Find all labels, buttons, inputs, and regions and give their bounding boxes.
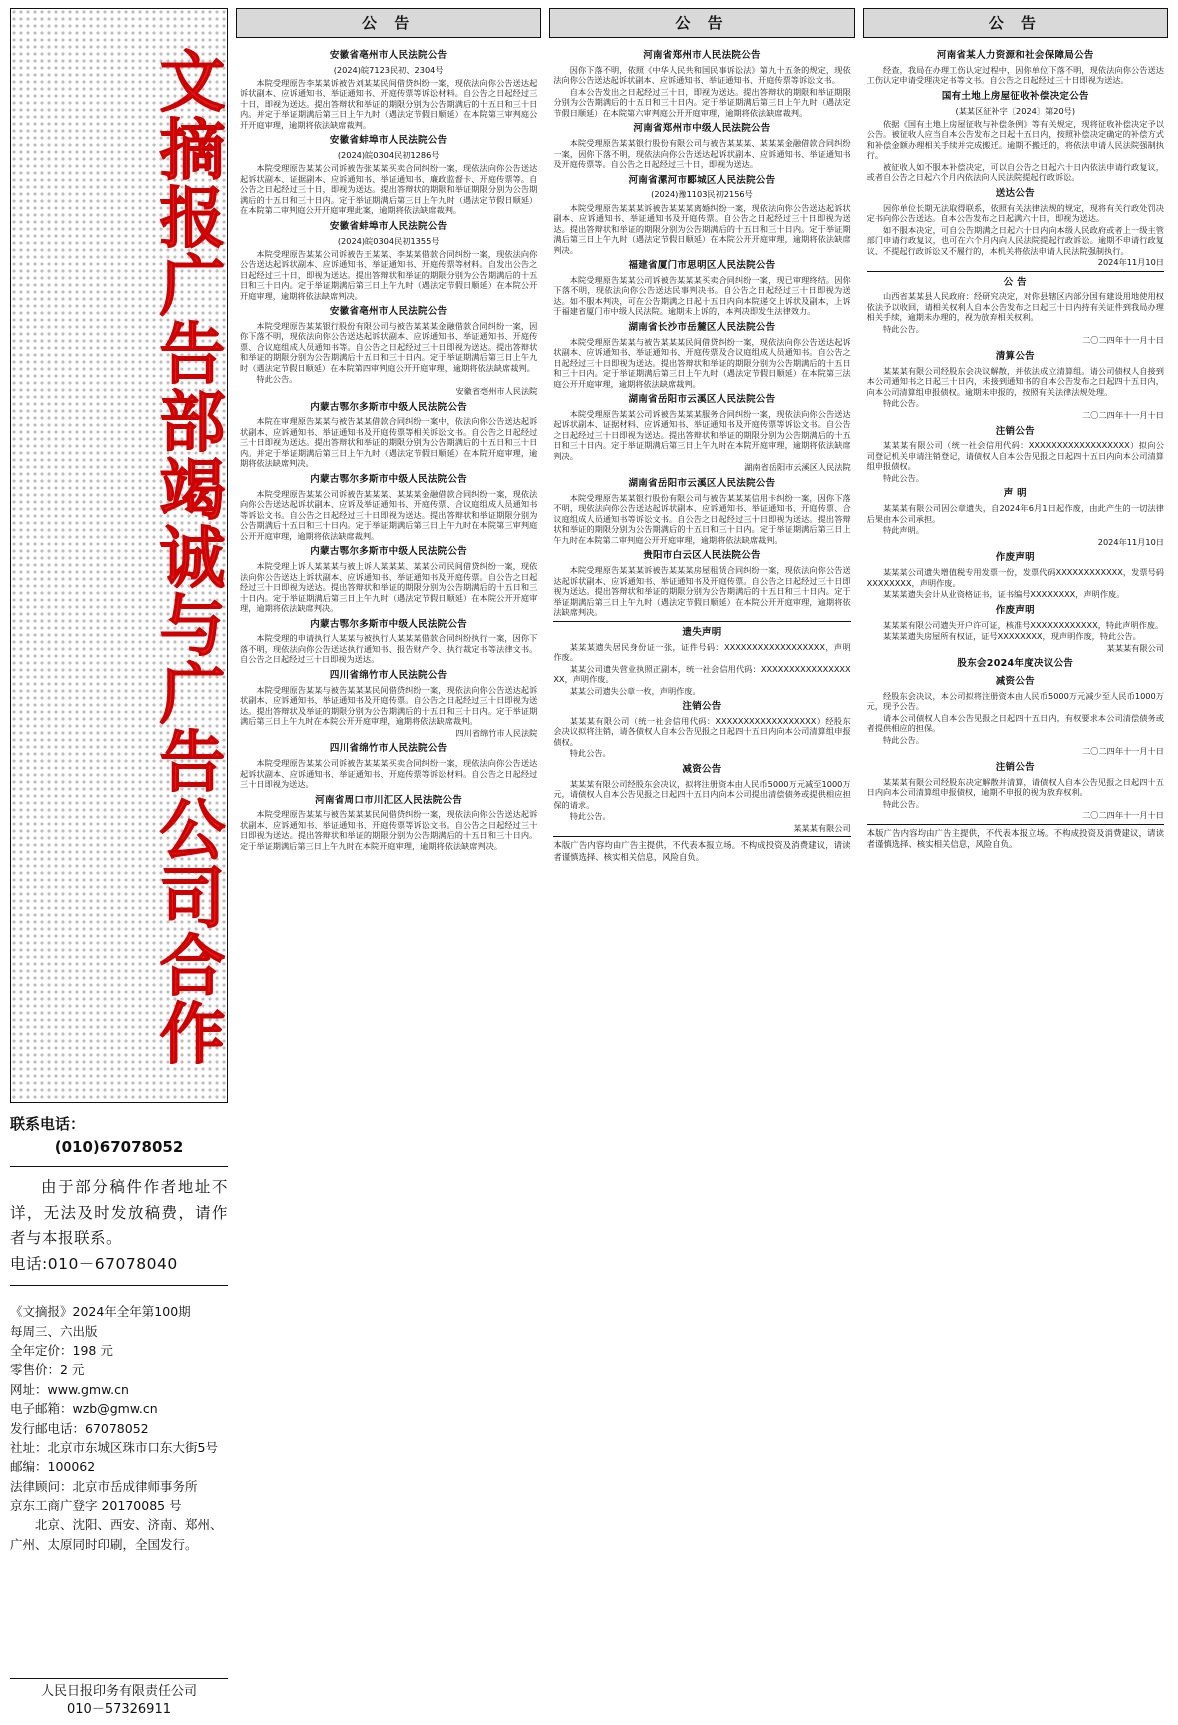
announcement-title: 内蒙古鄂尔多斯市中级人民法院公告 xyxy=(310,618,468,630)
announcement-paragraph: 本院受理原告某某某诉被告某某某离婚纠纷一案，现依法向你公告送达起诉状副本、应诉通知书、举证通知书及开庭传票。自公告之日起经过三十日即视为送达。提出答辩状和举证的期限分别为公告期满后的十五日和三十日内。定于举证期满后第三日上午九时（遇法定节假日顺延）在本院公开开庭审理，逾期将依法缺席判决。 xyxy=(553,202,851,255)
case-number: (2024)皖0304民初1286号 xyxy=(337,150,440,161)
announcement-paragraph: 本院受理原告某某公司诉被告某某某、某某某金融借款合同纠纷一案，现依法向你公告送达起诉状副本、应诉及举证通知书、开庭传票、合议庭组成人员通知书等诉讼文书。自公告之日起经过三十日即视为送达。提出答辩状和举证期限分别为公告期满后十五日和三十日内。定于举证期满后第三日上午九时在本院第三审判庭公开开庭审理，逾期将依法缺席裁判。 xyxy=(240,488,538,541)
announcement-item xyxy=(867,50,1164,86)
announcement-paragraph: 某某某遗失居民身份证一张，证件号码：XXXXXXXXXXXXXXXXXX，声明作废。 xyxy=(553,641,851,663)
announcement-title: 湖南省岳阳市云溪区人民法院公告 xyxy=(628,394,776,406)
announcement-paragraph: 依据《国有土地上房屋征收与补偿条例》等有关规定，现将征收补偿决定予以公告。被征收人应当自本公告发布之日起十五日内，按照补偿决定确定的补偿方式和补偿金额办理相关手续并完成搬迁。逾期不搬迁的，将依法申请人民法院强制执行。 xyxy=(866,118,1164,161)
announcement-signature: 某某某有限公司 xyxy=(793,822,851,833)
announcement-paragraph: 某某某有限公司（统一社会信用代码：XXXXXXXXXXXXXXXXXX）经股东会决议拟将注销，请各债权人自本公告见报之日起四十五日内向本公司清算组申报债权。 xyxy=(553,715,851,747)
announcement-item xyxy=(867,426,1164,484)
announcement-item xyxy=(867,605,1164,653)
announcement-title: 安徽省蚌埠市人民法院公告 xyxy=(329,220,448,232)
announcement-title: 送达公告 xyxy=(995,187,1035,199)
announcement-item xyxy=(240,795,537,852)
announcement-column-1 xyxy=(236,8,541,1719)
announcement-item xyxy=(867,658,1164,757)
contact-phone: (010)67078052 xyxy=(54,1137,184,1156)
case-number: (2024)豫1103民初2156号 xyxy=(651,189,753,200)
announcement-signature: 2024年11月10日 xyxy=(1097,257,1164,267)
case-number: (2024)皖0304民初1355号 xyxy=(337,235,440,246)
announcement-paragraph: 特此公告。 xyxy=(256,374,298,385)
announcement-paragraph: 本院受理原告某某与被告某某某民间借贷纠纷一案，现依法向你公告送达起诉状副本、应诉通知书、举证通知书、开庭传票等诉讼文书。自公告之日起经过三十日即视为送达。提出答辩状和举证的期限分别为公告期满后的十五日和三十日内。定于举证期满后第三日上午九时在本院开庭审理，逾期将依法缺席判决。 xyxy=(240,809,538,851)
announcement-paragraph: 某某某遗失会计从业资格证书，证书编号XXXXXXXX，声明作废。 xyxy=(883,589,1125,600)
author-notice-text: 由于部分稿件作者地址不详，无法及时发放稿费，请作者与本报联系。 xyxy=(10,1178,228,1248)
announcement-item xyxy=(240,221,537,301)
announcement-item xyxy=(867,351,1164,420)
announcement-paragraph: 某某公司遗失营业执照正副本，统一社会信用代码：XXXXXXXXXXXXXXXXXX，声明作废。 xyxy=(553,663,851,685)
announcement-item xyxy=(553,50,850,118)
announcement-paragraph: 某某某有限公司遗失开户许可证，核准号XXXXXXXXXXXX，特此声明作废。 xyxy=(883,619,1164,630)
announcement-title: 安徽省亳州市人民法院公告 xyxy=(329,306,448,318)
promo-column xyxy=(10,8,228,1719)
announcement-item xyxy=(240,50,537,130)
announcement-item xyxy=(553,550,850,617)
imprint-line: 法律顾问：北京市岳成律师事务所 xyxy=(10,1478,198,1494)
announcement-paragraph: 某某公司遗失公章一枚，声明作废。 xyxy=(569,685,701,696)
announcement-body xyxy=(236,42,541,1719)
announcement-paragraph: 本院受理原告某某公司诉被告某某某买卖合同纠纷一案，现依法向你公告送达起诉状副本、应诉通知书、举证通知书、开庭传票等诉讼材料。自公告之日起经过三十日即视为送达。 xyxy=(240,758,538,790)
announcement-item xyxy=(553,764,850,833)
imprint-block xyxy=(10,1302,228,1554)
announcement-paragraph: 被征收人如不服本补偿决定，可以自公告之日起六十日内依法申请行政复议，或者自公告之日起六个月内依法向人民法院提起行政诉讼。 xyxy=(866,161,1164,183)
announcement-signature: 2024年11月10日 xyxy=(1097,536,1164,547)
announcement-item xyxy=(867,188,1164,268)
divider xyxy=(10,1166,228,1167)
column-disclaimer: 本版广告内容均由广告主提供，不代表本报立场。不构成投资及消费建议，请读者谨慎选择、核实相关信息，风险自负。 xyxy=(867,824,1164,851)
announcement-title: 河南省漯河市郾城区人民法院公告 xyxy=(628,174,776,186)
announcement-header: 公 告 xyxy=(549,8,854,38)
announcement-paragraph: 某某某有限公司经股东决定解散并清算，请债权人自本公告见报之日起四十五日内向本公司清算组申报债权，逾期不申报的视为放弃权利。 xyxy=(866,776,1164,798)
announcement-paragraph: 某某某遗失房屋所有权证，证号XXXXXXXX，现声明作废，特此公告。 xyxy=(883,631,1141,641)
announcement-paragraph: 本院受理原告某某公司诉被告某某某买卖合同纠纷一案，现已审理终结。因你下落不明，现依法向你公告送达民事判决书。自公告之日起经过三十日即视为送达。如不服本判决，可在公告期满之日起十五日内向本院递交上诉状及副本，上诉于福建省厦门市中级人民法院。逾期未上诉的，本判决即发生法律效力。 xyxy=(553,274,851,317)
announcement-paragraph: 特此声明。 xyxy=(883,525,924,536)
announcement-header: 公 告 xyxy=(236,8,541,38)
announcement-item xyxy=(240,670,537,738)
announcement-item xyxy=(240,306,537,396)
contact-block xyxy=(10,1113,228,1158)
announcement-paragraph: 特此公告。 xyxy=(883,798,924,809)
announcement-column-2 xyxy=(549,8,854,1719)
announcement-signature: 二〇二四年十一月十日 xyxy=(1082,810,1164,821)
announcement-paragraph: 经股东会决议，本公司拟将注册资本由人民币5000万元减少至人民币1000万元，现予公告。 xyxy=(866,690,1164,712)
announcement-title: 内蒙古鄂尔多斯市中级人民法院公告 xyxy=(310,401,468,413)
announcement-title: 内蒙古鄂尔多斯市中级人民法院公告 xyxy=(310,473,468,485)
imprint-line: 北京、沈阳、西安、济南、郑州、广州、太原同时印刷，全国发行。 xyxy=(10,1517,223,1552)
announcement-item xyxy=(867,552,1164,599)
announcement-paragraph: 特此公告。 xyxy=(883,472,924,483)
imprint-line: 发行邮电话：67078052 xyxy=(10,1420,149,1436)
announcement-item xyxy=(553,701,850,759)
imprint-line: 京东工商广登字 20170085 号 xyxy=(10,1498,182,1513)
announcement-subtitle: 减资公告 xyxy=(995,675,1035,687)
announcement-title: 国有土地上房屋征收补偿决定公告 xyxy=(941,90,1089,102)
announcement-title: 四川省绵竹市人民法院公告 xyxy=(329,743,448,755)
announcement-title: 内蒙古鄂尔多斯市中级人民法院公告 xyxy=(310,546,468,558)
announcement-title: 河南省郑州市人民法院公告 xyxy=(643,50,761,61)
announcement-signature: 湖南省岳阳市云溪区人民法院 xyxy=(744,462,851,473)
case-number: (某某区征补字〔2024〕第20号) xyxy=(955,105,1076,116)
divider-2 xyxy=(10,1285,228,1286)
announcement-paragraph: 本院受理原告某某公司诉被告张某某买卖合同纠纷一案，现依法向你公告送达起诉状副本、证据副本、应诉通知书、举证通知书、廉政监督卡、开庭传票等。自公告之日起经过三十日，即视为送达。提出答辩状的期限和举证期限分别为公告期满后的十五日和三十日内。定于举证期满后第三日上午九时（遇法定节假日顺延）在本院第二审判庭公开开庭审理此案，逾期将依法缺席裁判。 xyxy=(240,163,538,216)
announcement-item xyxy=(553,175,850,255)
divider xyxy=(553,621,850,622)
announcement-title: 清算公告 xyxy=(995,351,1035,363)
announcement-signature: 四川省绵竹市人民法院 xyxy=(455,727,538,738)
announcement-title: 安徽省亳州市人民法院公告 xyxy=(329,50,448,61)
announcement-paragraph: 因你下落不明，依照《中华人民共和国民事诉讼法》第九十五条的规定，现依法向你公告送达起诉状副本、应诉通知书、举证通知书、开庭传票等诉讼文书。 xyxy=(553,64,851,86)
announcement-paragraph: 本院受理原告李某某诉被告刘某某民间借贷纠纷一案，现依法向你公告送达起诉状副本、应诉通知书、举证通知书、开庭传票等诉讼材料。自公告之日起经过三十日，即视为送达。提出答辩状和举证的期限分别为公告期满后的十五日和三十日内。并定于举证期满后第三日上午九时（遇法定节假日顺延）在本院第三审判庭公开开庭审理，逾期将依法缺席裁判。 xyxy=(240,77,538,130)
promo-headline: 文摘报广告部竭诚与广告公司合作 xyxy=(148,46,226,1067)
imprint-line: 邮编：100062 xyxy=(10,1459,96,1475)
promo-banner xyxy=(10,8,228,1103)
announcement-paragraph: 特此公告。 xyxy=(883,734,924,745)
announcement-title: 注销公告 xyxy=(682,701,722,713)
announcement-title: 股东会2024年度决议公告 xyxy=(957,658,1074,670)
announcement-header: 公 告 xyxy=(863,8,1168,38)
announcement-paragraph: 如不服本决定，可自公告期满之日起六十日内向本级人民政府或者上一级主管部门申请行政复议，也可在六个月内向人民法院提起行政诉讼。逾期不申请行政复议、不提起行政诉讼又不履行的，本机关将依法申请人民法院强制执行。 xyxy=(866,224,1164,256)
announcement-item xyxy=(867,762,1164,821)
announcement-item xyxy=(553,627,850,696)
announcement-title: 河南省周口市川汇区人民法院公告 xyxy=(315,794,463,806)
announcement-item xyxy=(240,474,537,541)
announcement-paragraph: 某某某有限公司经股东会决议解散，并依法成立清算组。请公司债权人自接到本公司通知书之日起三十日内，未接到通知书的自本公告发布之日起四十五日内，向本公司清算组申报债权。逾期未申报的，按照有关法律法规处理。 xyxy=(866,365,1164,397)
announcement-title: 注销公告 xyxy=(995,425,1035,437)
contact-label: 联系电话： xyxy=(10,1115,86,1133)
announcement-item xyxy=(553,260,850,317)
announcement-item xyxy=(240,743,537,789)
printer-footer xyxy=(10,1678,228,1719)
announcement-title: 注销公告 xyxy=(995,761,1035,773)
announcement-item xyxy=(553,478,850,545)
imprint-line: 零售价：2 元 xyxy=(10,1362,85,1378)
imprint-line: 全年定价：198 元 xyxy=(10,1343,113,1358)
announcement-title: 减资公告 xyxy=(682,763,722,775)
announcement-body xyxy=(549,42,854,1719)
announcement-paragraph: 某某某有限公司因公章遗失，自2024年6月1日起作废，由此产生的一切法律后果由本公司承担。 xyxy=(866,503,1164,524)
author-notice xyxy=(10,1175,228,1277)
announcement-paragraph: 本院受理原告某某银行股份有限公司与被告某某某、某某某金融借款合同纠纷一案，因你下落不明，现依法向你公告送达起诉状副本、应诉通知书、举证通知书及开庭传票等。自公告之日起经过三十日，即视为送达。 xyxy=(553,138,851,170)
announcement-paragraph: 自本公告发出之日起经过三十日，即视为送达。提出答辩状的期限和举证期限分别为公告期满后的十五日和三十日内。定于举证期满后第三日上午九时（遇法定节假日顺延）在本院第六审判庭公开开庭审理，逾期将依法缺席裁判。 xyxy=(553,86,851,118)
announcement-title: 作废声明 xyxy=(995,604,1035,616)
announcement-paragraph: 请本公司债权人自本公告见报之日起四十五日内，有权要求本公司清偿债务或者提供相应的担保。 xyxy=(866,712,1164,734)
announcement-title: 遗失声明 xyxy=(682,626,722,638)
announcement-paragraph: 本院受理原告某某与被告某某某民间借贷纠纷一案，现依法向你公告送达起诉状副本、应诉通知书、举证通知书及开庭传票。自公告之日起经过三十日即视为送达。提出答辩状及举证的期限分别为公告期满后的十五日和三十日内。定于举证期满后第三日上午九时在本院公开开庭审理，逾期将依法缺席裁判。 xyxy=(240,684,538,727)
announcement-title: 河南省某人力资源和社会保障局公告 xyxy=(936,50,1094,61)
announcement-paragraph: 特此公告。 xyxy=(569,748,611,759)
author-notice-phone: 电话:010－67078040 xyxy=(10,1254,178,1273)
announcement-item xyxy=(240,619,537,665)
announcement-title: 声 明 xyxy=(1003,488,1027,500)
announcement-title: 安徽省蚌埠市人民法院公告 xyxy=(329,135,448,147)
announcement-item xyxy=(867,488,1164,547)
announcement-title: 公 告 xyxy=(1003,276,1027,288)
announcement-signature: 二〇二四年十一月十日 xyxy=(1082,409,1164,420)
announcement-title: 湖南省长沙市岳麓区人民法院公告 xyxy=(628,321,776,333)
printer-name: 人民日报印务有限责任公司 xyxy=(40,1683,197,1699)
printer-phone: 010－57326911 xyxy=(67,1701,171,1717)
announcement-paragraph: 本院受理原告某某公司诉被告王某某、李某某借款合同纠纷一案，现依法向你公告送达起诉状副本、应诉通知书、举证通知书、开庭传票等材料。自发出公告之日起经过三十日，即视为送达。提出答辩状和举证的期限分别为公告期满后的十五日和三十日内。定于举证期满后第三日上午九时（遇法定节假日顺延）在本院公开开庭审理，逾期将依法缺席判决。 xyxy=(240,248,538,301)
announcement-paragraph: 本院受理原告某某银行股份有限公司与被告某某某信用卡纠纷一案，因你下落不明，现依法向你公告送达起诉状副本、应诉通知书、举证通知书、开庭传票、合议庭组成人员通知书等诉讼文书。自公告之日起经过三十日即视为送达。提出答辩状和举证的期限分别为公告期满后的十五日和三十日内。定于举证期满后第三日上午九时在本院第二审判庭公开开庭审理，逾期将依法缺席裁判。 xyxy=(553,492,851,545)
announcement-paragraph: 本院受理原告某某公司诉被告某某某服务合同纠纷一案，现依法向你公告送达起诉状副本、证据材料、应诉通知书、举证通知书及开庭传票等诉讼文书。自公告之日起经过三十日即视为送达。提出答辩状和举证的期限分别为公告期满后的十五日和三十日内。定于举证期满后第三日上午九时在本院开庭审理，逾期将依法缺席判决。 xyxy=(553,408,851,461)
announcement-paragraph: 本院在审理原告某某与被告某某借款合同纠纷一案中，依法向你公告送达起诉状副本、应诉通知书、举证通知书及开庭传票等相关诉讼文书。自公告之日起经过三十日即视为送达。提出答辩状和举证的期限分别为公告期满后的十五日和三十日内。并定于举证期满后第三日上午九时（遇法定节假日顺延）在本院开庭审理，逾期将依法缺席判决。 xyxy=(240,416,538,469)
announcement-title: 贵阳市白云区人民法院公告 xyxy=(643,550,761,562)
announcement-signature: 二〇二四年十一月十日 xyxy=(1082,746,1164,757)
announcement-paragraph: 山西省某某县人民政府：经研究决定，对你县辖区内部分国有建设用地使用权依法予以收回，请相关权利人自本公告发布之日起三十日内持有关证件到我局办理相关手续，逾期未办理的，视为放弃相关权利。 xyxy=(866,291,1164,323)
announcement-item xyxy=(240,135,537,215)
imprint-line: 电子邮箱：wzb@gmw.cn xyxy=(10,1401,158,1417)
announcement-paragraph: 经查，我局在办理工伤认定过程中，因你单位下落不明，现依法向你公告送达工伤认定申请受理决定书等文书。自公告之日起经过三十日即视为送达。 xyxy=(866,64,1164,86)
announcement-paragraph: 特此公告。 xyxy=(883,323,924,334)
announcement-paragraph: 本院受理原告某某某诉被告某某某房屋租赁合同纠纷一案，现依法向你公告送达起诉状副本、应诉通知书、举证通知书及开庭传票。自公告之日起经过三十日即视为送达。提出答辩状和举证的期限分别为公告期满后的十五日和三十日内。定于举证期满后第三日上午九时（遇法定节假日顺延）在本院公开开庭审理，逾期将依法缺席判决。 xyxy=(553,565,851,618)
announcement-title: 湖南省岳阳市云溪区人民法院公告 xyxy=(628,478,776,490)
announcement-title: 河南省郑州市中级人民法院公告 xyxy=(633,123,771,135)
announcement-item xyxy=(553,394,850,473)
announcement-signature: 某某某有限公司 xyxy=(1106,642,1164,653)
imprint-line: 网址：www.gmw.cn xyxy=(10,1381,129,1397)
announcement-paragraph: 某某某公司遗失增值税专用发票一份，发票代码XXXXXXXXXXXX，发票号码XXXXXXXX，声明作废。 xyxy=(866,567,1164,588)
announcement-signature: 二〇二四年十一月十日 xyxy=(1082,335,1164,346)
announcement-item xyxy=(867,91,1164,183)
announcement-item xyxy=(240,402,537,469)
imprint-line: 社址：北京市东城区珠市口东大街5号 xyxy=(10,1439,218,1455)
imprint-line: 每周三、六出版 xyxy=(10,1323,98,1339)
announcement-item xyxy=(240,546,537,613)
announcement-paragraph: 某某某有限公司经股东会决议，拟将注册资本由人民币5000万元减至1000万元，请债权人自本公告见报之日起四十五日内向本公司提出清偿债务或提供相应担保的请求。 xyxy=(553,778,851,810)
announcement-item xyxy=(553,322,850,389)
announcement-signature: 安徽省亳州市人民法院 xyxy=(455,385,538,396)
announcement-title: 作废声明 xyxy=(995,552,1035,564)
announcement-paragraph: 本院受理原告某某与被告某某某民间借贷纠纷一案，现依法向你公告送达起诉状副本、应诉通知书、举证通知书、开庭传票及合议庭组成人员通知书。自公告之日起经过三十日即视为送达。提出答辩状和举证的期限分别为公告期满后的十五日和三十日内。定于举证期满后第三日上午九时（遇法定节假日顺延）在本院第三法庭公开开庭审理，逾期将依法缺席裁判。 xyxy=(553,336,851,389)
announcement-paragraph: 本院受理原告某某银行股份有限公司与被告某某某金融借款合同纠纷一案，因你下落不明，现依法向你公告送达起诉状副本、应诉通知书、举证通知书、开庭传票、合议庭组成人员通知书等。自公告之日起经过三十日即视为送达。提出答辩状和举证的期限分别为公告期满后十五日和三十日内。定于举证期满后第三日上午九时（遇法定节假日顺延）在本院第四审判庭公开开庭审理，逾期将依法缺席裁判。 xyxy=(240,320,538,373)
announcement-title: 四川省绵竹市人民法院公告 xyxy=(329,669,448,681)
column-disclaimer: 本版广告内容均由广告主提供，不代表本报立场。不构成投资及消费建议，请读者谨慎选择、核实相关信息，风险自负。 xyxy=(553,836,850,863)
announcement-paragraph: 因你单位长期无法取得联系，依照有关法律法规的规定，现将有关行政处罚决定书向你公告送达。自本公告发布之日起满六十日，即视为送达。 xyxy=(866,202,1164,223)
announcement-paragraph: 特此公告。 xyxy=(569,811,611,822)
divider xyxy=(867,271,1164,272)
imprint-line: 《文摘报》2024年全年第100期 xyxy=(10,1304,191,1320)
announcement-column-3 xyxy=(863,8,1168,1719)
announcement-paragraph: 本院受理的申请执行人某某与被执行人某某某借款合同纠纷执行一案，因你下落不明，现依法向你公告送达执行通知书、报告财产令、执行裁定书等法律文书。自公告之日起经过三十日即视为送达。 xyxy=(240,633,538,665)
announcement-paragraph: 某某某有限公司（统一社会信用代码：XXXXXXXXXXXXXXXXXX）拟向公司登记机关申请注销登记，请债权人自本公告见报之日起四十五日内向本公司清算组申报债权。 xyxy=(866,440,1164,472)
announcement-paragraph: 特此公告。 xyxy=(883,398,924,409)
announcement-paragraph: 本院受理上诉人某某某与被上诉人某某某、某某公司民间借贷纠纷一案，现依法向你公告送达上诉状副本、应诉通知书、举证通知书及开庭传票。自公告之日起经过三十日即视为送达。提出答辩状和举证的期限分别为公告期满后的十五日和三十日内。定于举证期满后第三日上午九时（遇法定节假日顺延）在本院公开开庭审理，逾期将依法缺席判决。 xyxy=(240,561,538,614)
announcement-item xyxy=(553,123,850,169)
announcement-body xyxy=(863,42,1168,1719)
announcement-item xyxy=(867,277,1164,346)
case-number: (2024)皖7123民初、2304号 xyxy=(333,64,444,75)
announcement-title: 福建省厦门市思明区人民法院公告 xyxy=(628,260,776,271)
